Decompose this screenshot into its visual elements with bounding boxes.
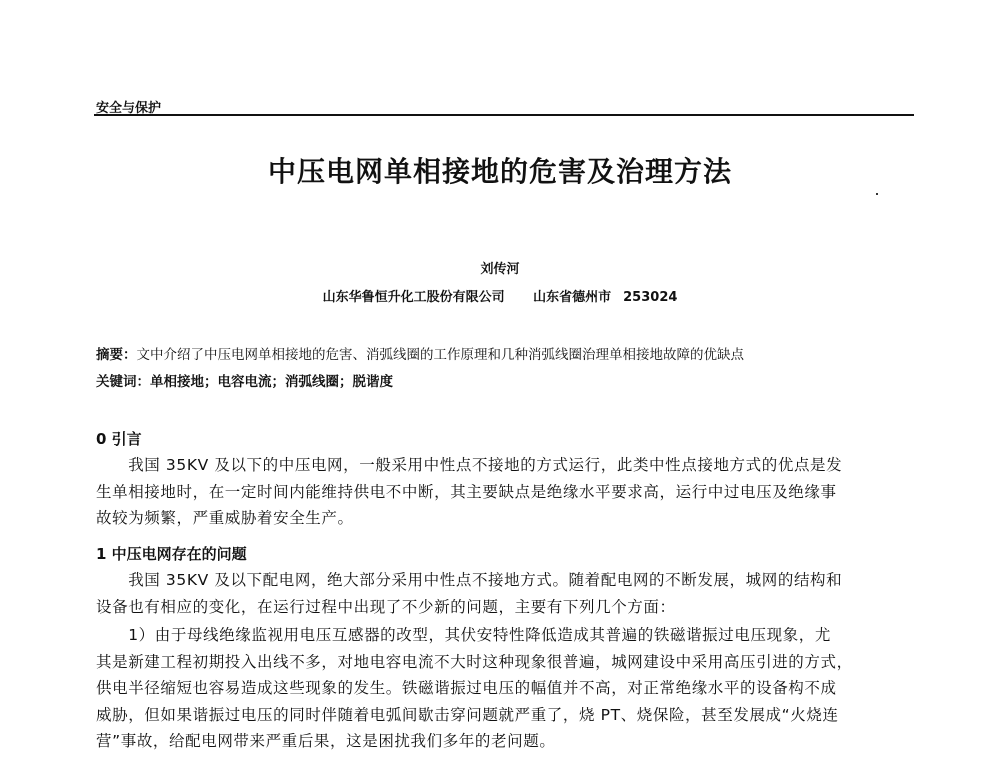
affiliation-postcode: 253024 [623, 290, 678, 305]
author-name: 刘传河 [480, 262, 520, 277]
keywords-label: 关键词： [96, 374, 150, 390]
abstract [96, 343, 744, 363]
intro-paragraph [96, 452, 916, 532]
paper-title: 中压电网单相接地的危害及治理方法 [267, 155, 732, 188]
header-rule [94, 114, 914, 116]
problems-paragraph-1 [96, 567, 916, 620]
problems-paragraph-2 [96, 622, 916, 755]
text-line: 我国 35KV 及以下的中压电网，一般采用中性点不接地的方式运行，此类中性点接地方式的优点是发 [96, 456, 843, 474]
text-line: 1）由于母线绝缘监视用电压互感器的改型，其伏安特性降低造成其普遍的铁磁谐振过电压现象，尤 [96, 626, 831, 644]
text-line: 故较为频繁，严重威胁着安全生产。 [96, 509, 354, 527]
affiliation [0, 286, 1000, 305]
abstract-label: 摘要： [96, 347, 137, 363]
text-line: 生单相接地时，在一定时间内能维持供电不中断，其主要缺点是绝缘水平要求高，运行中过电压及绝缘事 [96, 482, 837, 501]
affiliation-org: 山东华鲁恒升化工股份有限公司 [322, 290, 505, 305]
section-heading-problems: 1 中压电网存在的问题 [96, 545, 247, 563]
keywords [96, 370, 393, 390]
section-label: 安全与保护 [96, 101, 162, 116]
section-heading-introduction: 0 引言 [96, 430, 142, 448]
affiliation-city: 山东省德州市 [533, 290, 612, 305]
text-line: 其是新建工程初期投入出线不多，对地电容电流不大时这种现象很普遍，城网建设中采用高压引进的方式， [96, 652, 853, 671]
abstract-text: 文中介绍了中压电网单相接地的危害、消弧线圈的工作原理和几种消弧线圈治理单相接地故障的优缺点 [136, 347, 744, 363]
keywords-text: 单相接地；电容电流；消弧线圈；脱谐度 [150, 374, 393, 390]
text-line: 威胁，但如果谐振过电压的同时伴随着电弧间歇击穿问题就严重了，烧 PT、烧保险，甚至发展成“火烧连 [96, 705, 839, 724]
text-line: 设备也有相应的变化，在运行过程中出现了不少新的问题，主要有下列几个方面： [96, 597, 676, 616]
text-line: 供电半径缩短也容易造成这些现象的发生。铁磁谐振过电压的幅值并不高，对正常绝缘水平的设备构不成 [96, 679, 837, 697]
scan-speck [876, 193, 878, 195]
text-line: 营”事故，给配电网带来严重后果，这是困扰我们多年的老问题。 [96, 732, 556, 750]
text-line: 我国 35KV 及以下配电网，绝大部分采用中性点不接地方式。随着配电网的不断发展，城网的结构和 [96, 571, 843, 589]
